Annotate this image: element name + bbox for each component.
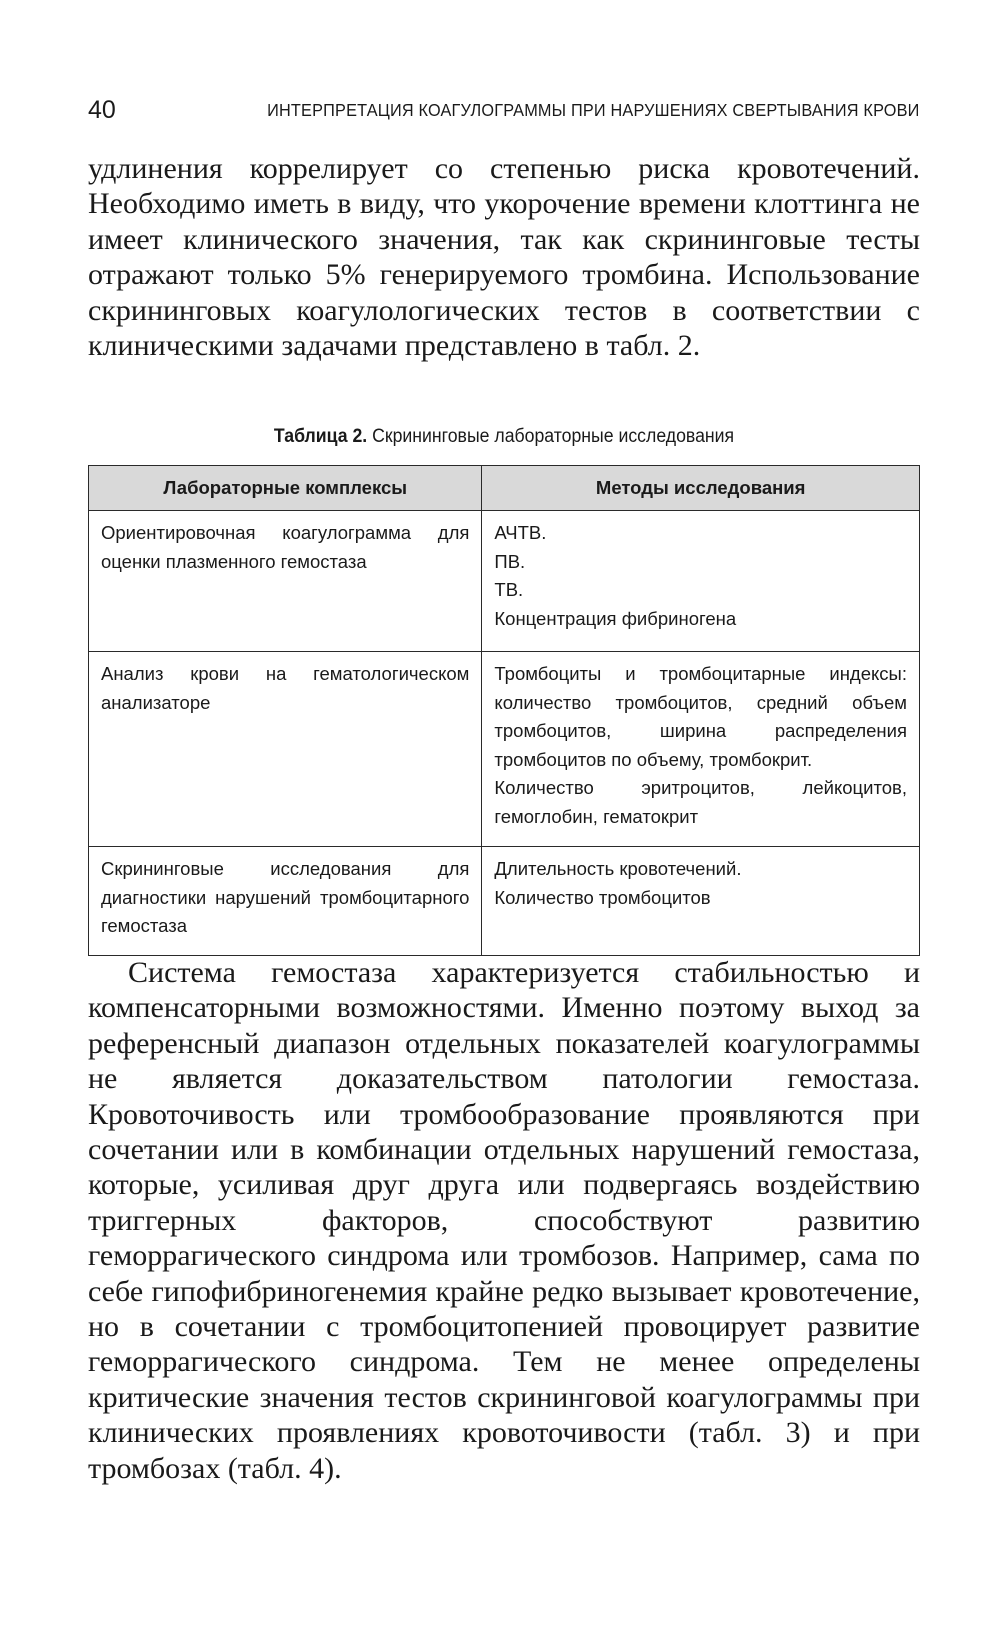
method-item: Количество эритроцитов, лейкоцитов, гемоглобин, гематокрит [494,777,907,827]
table-header-row [89,466,920,511]
running-head [88,92,920,132]
method-item: Тромбоциты и тромбоцитарные индексы: количество тромбоцитов, средний объем тромбоцитов, ширина распределения тромбоцитов по объему, тромбокрит. [494,663,907,770]
table-row [89,847,920,956]
running-head-title: ИНТЕРПРЕТАЦИЯ КОАГУЛОГРАММЫ ПРИ НАРУШЕНИЯХ СВЕРТЫВАНИЯ КРОВИ [267,100,920,120]
page-number: 40 [88,96,116,124]
body-paragraph-2: Система гемостаза характеризуется стабильностью и компенсаторными возможностями. Именно поэтому выход за референсный диапазон отдельных показателей коагулограммы не является доказательством патологии гемостаза. Кровоточивость или тромбообразование проявляются при сочетании или в комбинации отдельных нарушений гемостаза, которые, усиливая друг друга или подвергаясь воздействию триггерных факторов, способствуют развитию геморрагического синдрома или тромбозов. Например, сама по себе гипофибриногенемия крайне редко вызывает кровотечение, но в сочетании с тромбоцитопенией провоцирует развитие геморрагического синдрома. Тем не менее определены критические значения тестов скрининговой коагулограммы при клинических проявлениях кровоточивости (табл. 3) и при тромбозах (табл. 4). [88,956,920,1485]
method-item: АЧТВ. [494,522,547,543]
screening-tests-table [88,465,920,956]
table-cell-complex: Скрининговые исследования для диагностики нарушений тромбоцитарного гемостаза [89,847,482,956]
body-paragraph-1: удлинения коррелирует со степенью риска кровотечений. Необходимо иметь в виду, что укорочение времени клоттинга не имеет клинического значения, так как скрининговые тесты отражают только 5% генерируемого тромбина. Использование скрининговых коагулологических тестов в соответствии с клиническими задачами представлено в табл. 2. [88,152,920,363]
table-cell-methods [482,511,920,652]
table-header-methods: Методы исследования [482,466,920,511]
method-item: ПВ. [494,550,526,572]
table-row [89,652,920,847]
table-caption [117,426,891,448]
method-item: ТВ. [494,579,524,600]
table-caption-label: Таблица 2. [273,426,368,447]
table-caption-text: Скрининговые лабораторные исследования [367,426,735,447]
table-cell-complex: Ориентировочная коагулограмма для оценки плазменного гемостаза [89,511,482,652]
table-cell-complex: Анализ крови на гематологическом анализаторе [89,652,482,847]
table-cell-methods [482,652,920,847]
method-item: Длительность кровотечений. [494,858,742,879]
table-cell-methods [482,847,920,956]
table-row [89,511,920,652]
method-item: Концентрация фибриногена [494,607,737,629]
table-header-complexes: Лабораторные комплексы [89,466,482,511]
method-item: Количество тромбоцитов [494,886,711,908]
